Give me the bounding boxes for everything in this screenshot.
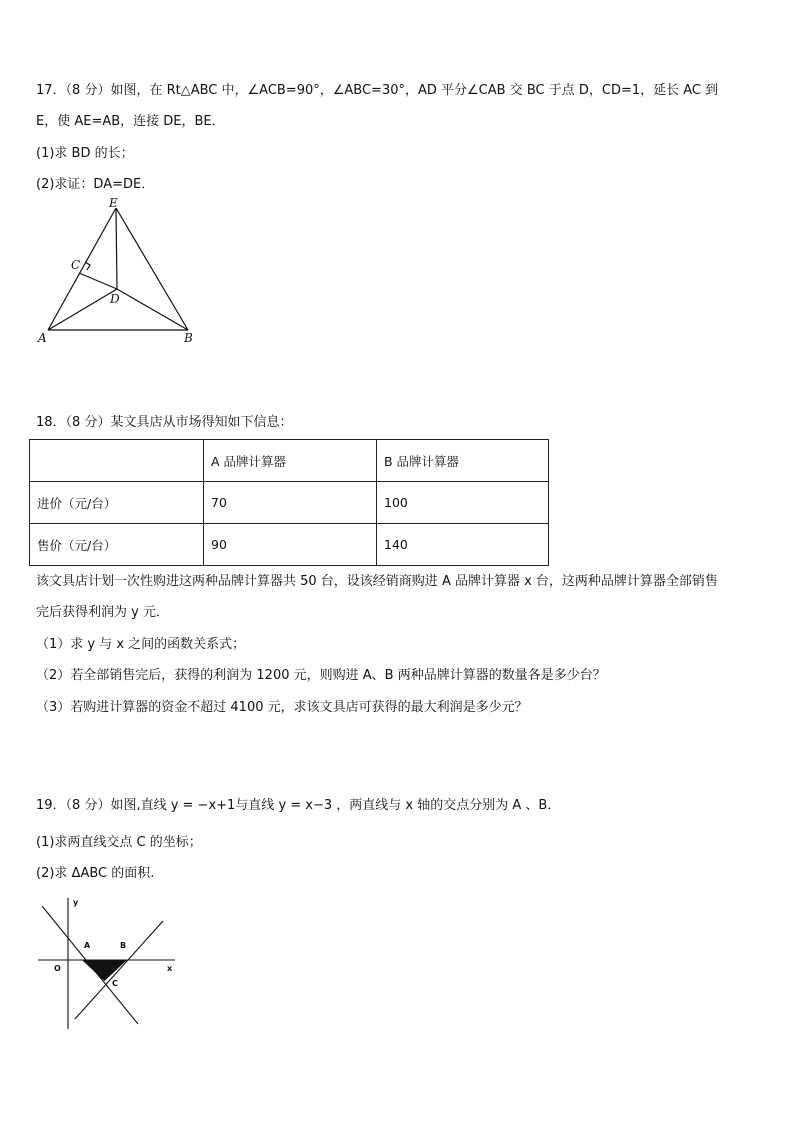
label-E: E (109, 196, 118, 210)
table-header-cell: A 品牌计算器 (204, 440, 377, 482)
table-cell: 进价（元/台） (30, 482, 204, 524)
q17-part2: (2)求证：DA=DE． (36, 177, 155, 192)
q18-part1: （1）求 y 与 x 之间的函数关系式； (36, 637, 246, 652)
price-table (29, 439, 549, 566)
q17-triangle-figure (30, 195, 210, 350)
table-cell: 售价（元/台） (30, 524, 204, 566)
q18-desc-line1: 该文具店计划一次性购进这两种品牌计算器共 50 台，设该经销商购进 A 品牌计算器 x 台，这两种品牌计算器全部销售 (36, 574, 718, 589)
table-cell: 90 (204, 524, 377, 566)
q18-part3: （3）若购进计算器的资金不超过 4100 元，求该文具店可获得的最大利润是多少元？ (36, 700, 528, 715)
label-B: B (120, 941, 127, 950)
q17-stem-line2: E，使 AE=AB，连接 DE，BE． (36, 114, 225, 129)
label-A: A (84, 941, 91, 950)
table-row (30, 524, 549, 566)
q18-desc-line2: 完后获得利润为 y 元． (36, 605, 169, 620)
q18-part2: （2）若全部销售完后，获得的利润为 1200 元，则购进 A、B 两种品牌计算器的数量各是多少台？ (36, 668, 606, 683)
table-cell: 100 (377, 482, 549, 524)
q19-part2: (2)求 ΔABC 的面积. (36, 866, 155, 881)
q18-stem: 18．（8 分）某文具店从市场得知如下信息： (36, 415, 293, 430)
table-header-cell (30, 440, 204, 482)
q19-graph-figure (30, 893, 190, 1035)
table-header-cell: B 品牌计算器 (377, 440, 549, 482)
table-cell: 70 (204, 482, 377, 524)
q19-part1: (1)求两直线交点 C 的坐标； (36, 835, 202, 850)
label-A: A (38, 331, 47, 345)
table-row (30, 482, 549, 524)
label-B: B (184, 331, 193, 345)
label-x: x (167, 964, 173, 973)
q19-stem: 19．（8 分）如图,直线 y = −x+1与直线 y = x−3 ，两直线与 x 轴的交点分别为 A 、B． (36, 798, 561, 813)
label-O: O (54, 964, 61, 973)
q17-part1: (1)求 BD 的长； (36, 146, 134, 161)
table-header-row (30, 440, 549, 482)
label-D: D (110, 292, 120, 306)
label-y: y (73, 898, 79, 907)
table-cell: 140 (377, 524, 549, 566)
q17-stem-line1: 17．（8 分）如图，在 Rt△ABC 中，∠ACB=90°，∠ABC=30°，AD 平分∠CAB 交 BC 于点 D，CD=1，延长 AC 到 (36, 83, 719, 98)
label-C: C (71, 258, 81, 272)
label-C: C (112, 979, 118, 988)
